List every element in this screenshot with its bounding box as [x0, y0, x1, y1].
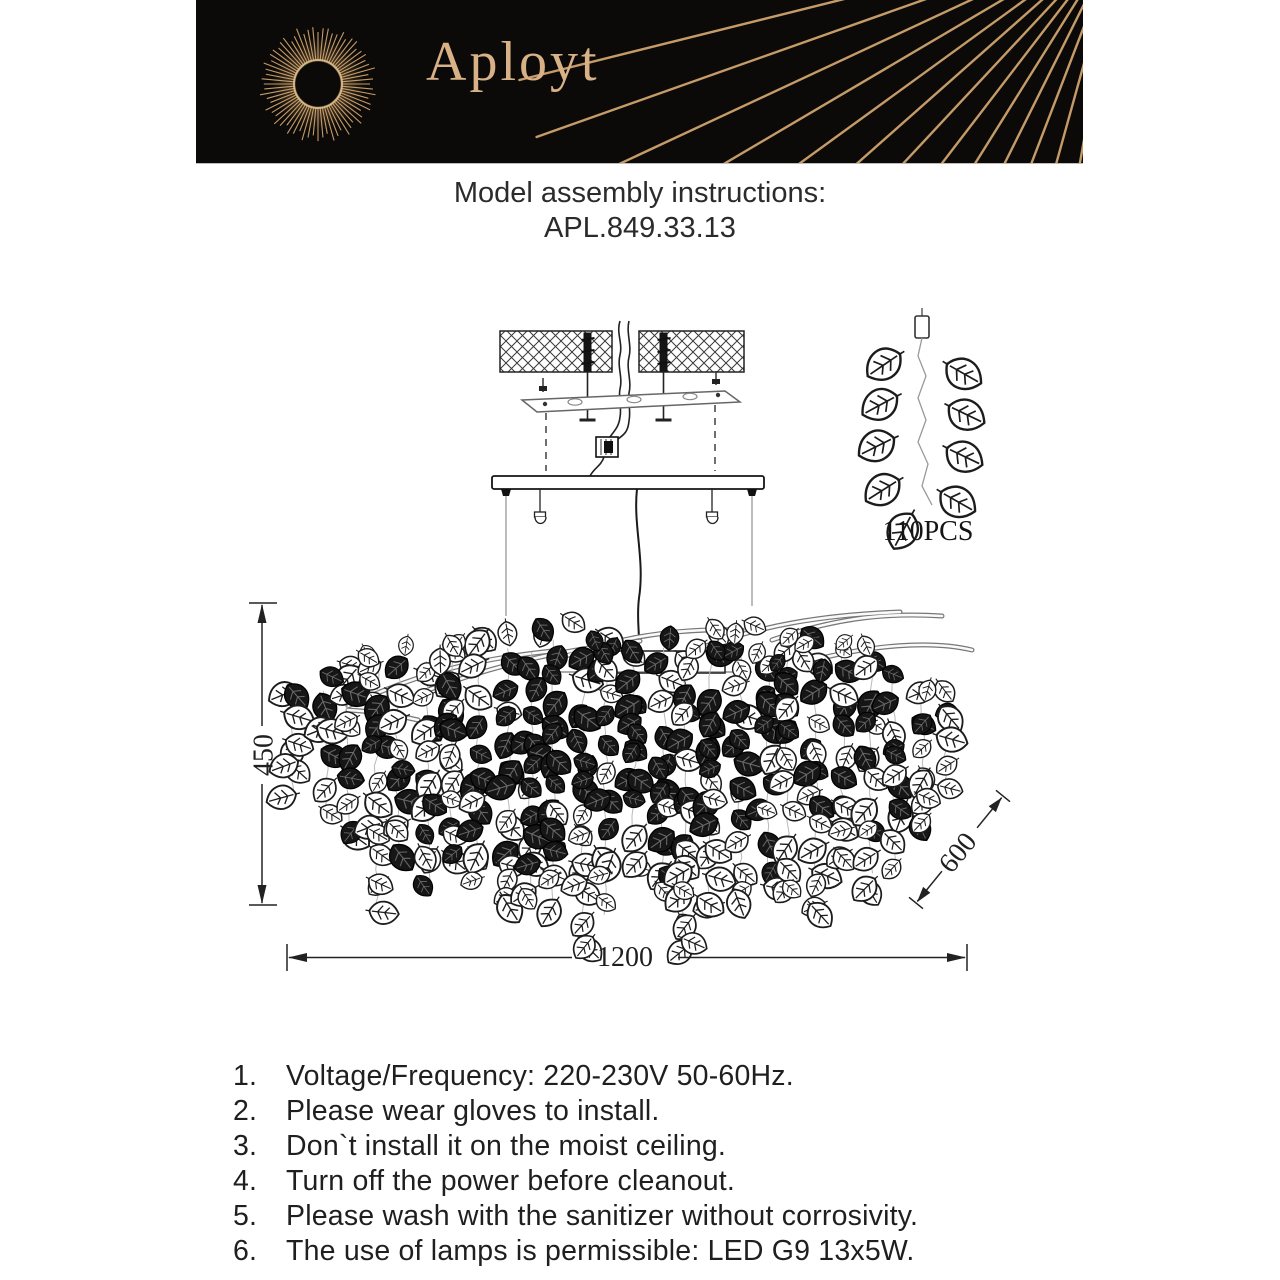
item-number: 5.: [233, 1199, 258, 1232]
terminal-box: [590, 437, 618, 476]
item-text: Please wear gloves to install.: [286, 1094, 660, 1127]
instruction-list: [233, 1059, 1093, 1268]
item-text: Turn off the power before cleanout.: [286, 1164, 736, 1197]
list-item: [233, 1094, 1093, 1129]
item-text: Don`t install it on the moist ceiling.: [286, 1129, 727, 1162]
lamp-holder-right: [707, 489, 719, 524]
item-text: Please wash with the sanitizer without corrosivity.: [286, 1199, 919, 1232]
dim-height-label: 450: [248, 734, 280, 776]
dim-depth-label: 600: [932, 826, 984, 880]
brand-name: Aployt: [426, 31, 600, 93]
item-number: 3.: [233, 1129, 258, 1162]
list-item: [233, 1164, 1093, 1199]
item-number: 4.: [233, 1164, 258, 1197]
item-number: 1.: [233, 1060, 258, 1092]
power-cord: [636, 489, 641, 654]
ceiling-section: [500, 321, 744, 439]
list-item: [233, 1129, 1093, 1164]
item-text: The use of lamps is permissible: LED G9 13x5W.: [286, 1234, 915, 1267]
item-number: 6.: [233, 1234, 258, 1267]
lamp-holder-left: [535, 489, 547, 524]
model-number: APL.849.33.13: [544, 212, 736, 244]
leaf-cloud: [264, 605, 971, 970]
dim-width-label: 1200: [597, 942, 653, 973]
list-item: [233, 1234, 1093, 1269]
item-number: 2.: [233, 1094, 258, 1127]
parts-count-label: 110PCS: [882, 516, 974, 547]
mounting-bracket: [522, 371, 740, 471]
title-line: Model assembly instructions:: [453, 177, 827, 209]
list-item: [233, 1059, 1093, 1094]
item-text: Voltage/Frequency: 220-230V 50-60Hz.: [286, 1060, 794, 1092]
list-item: [233, 1199, 1093, 1234]
